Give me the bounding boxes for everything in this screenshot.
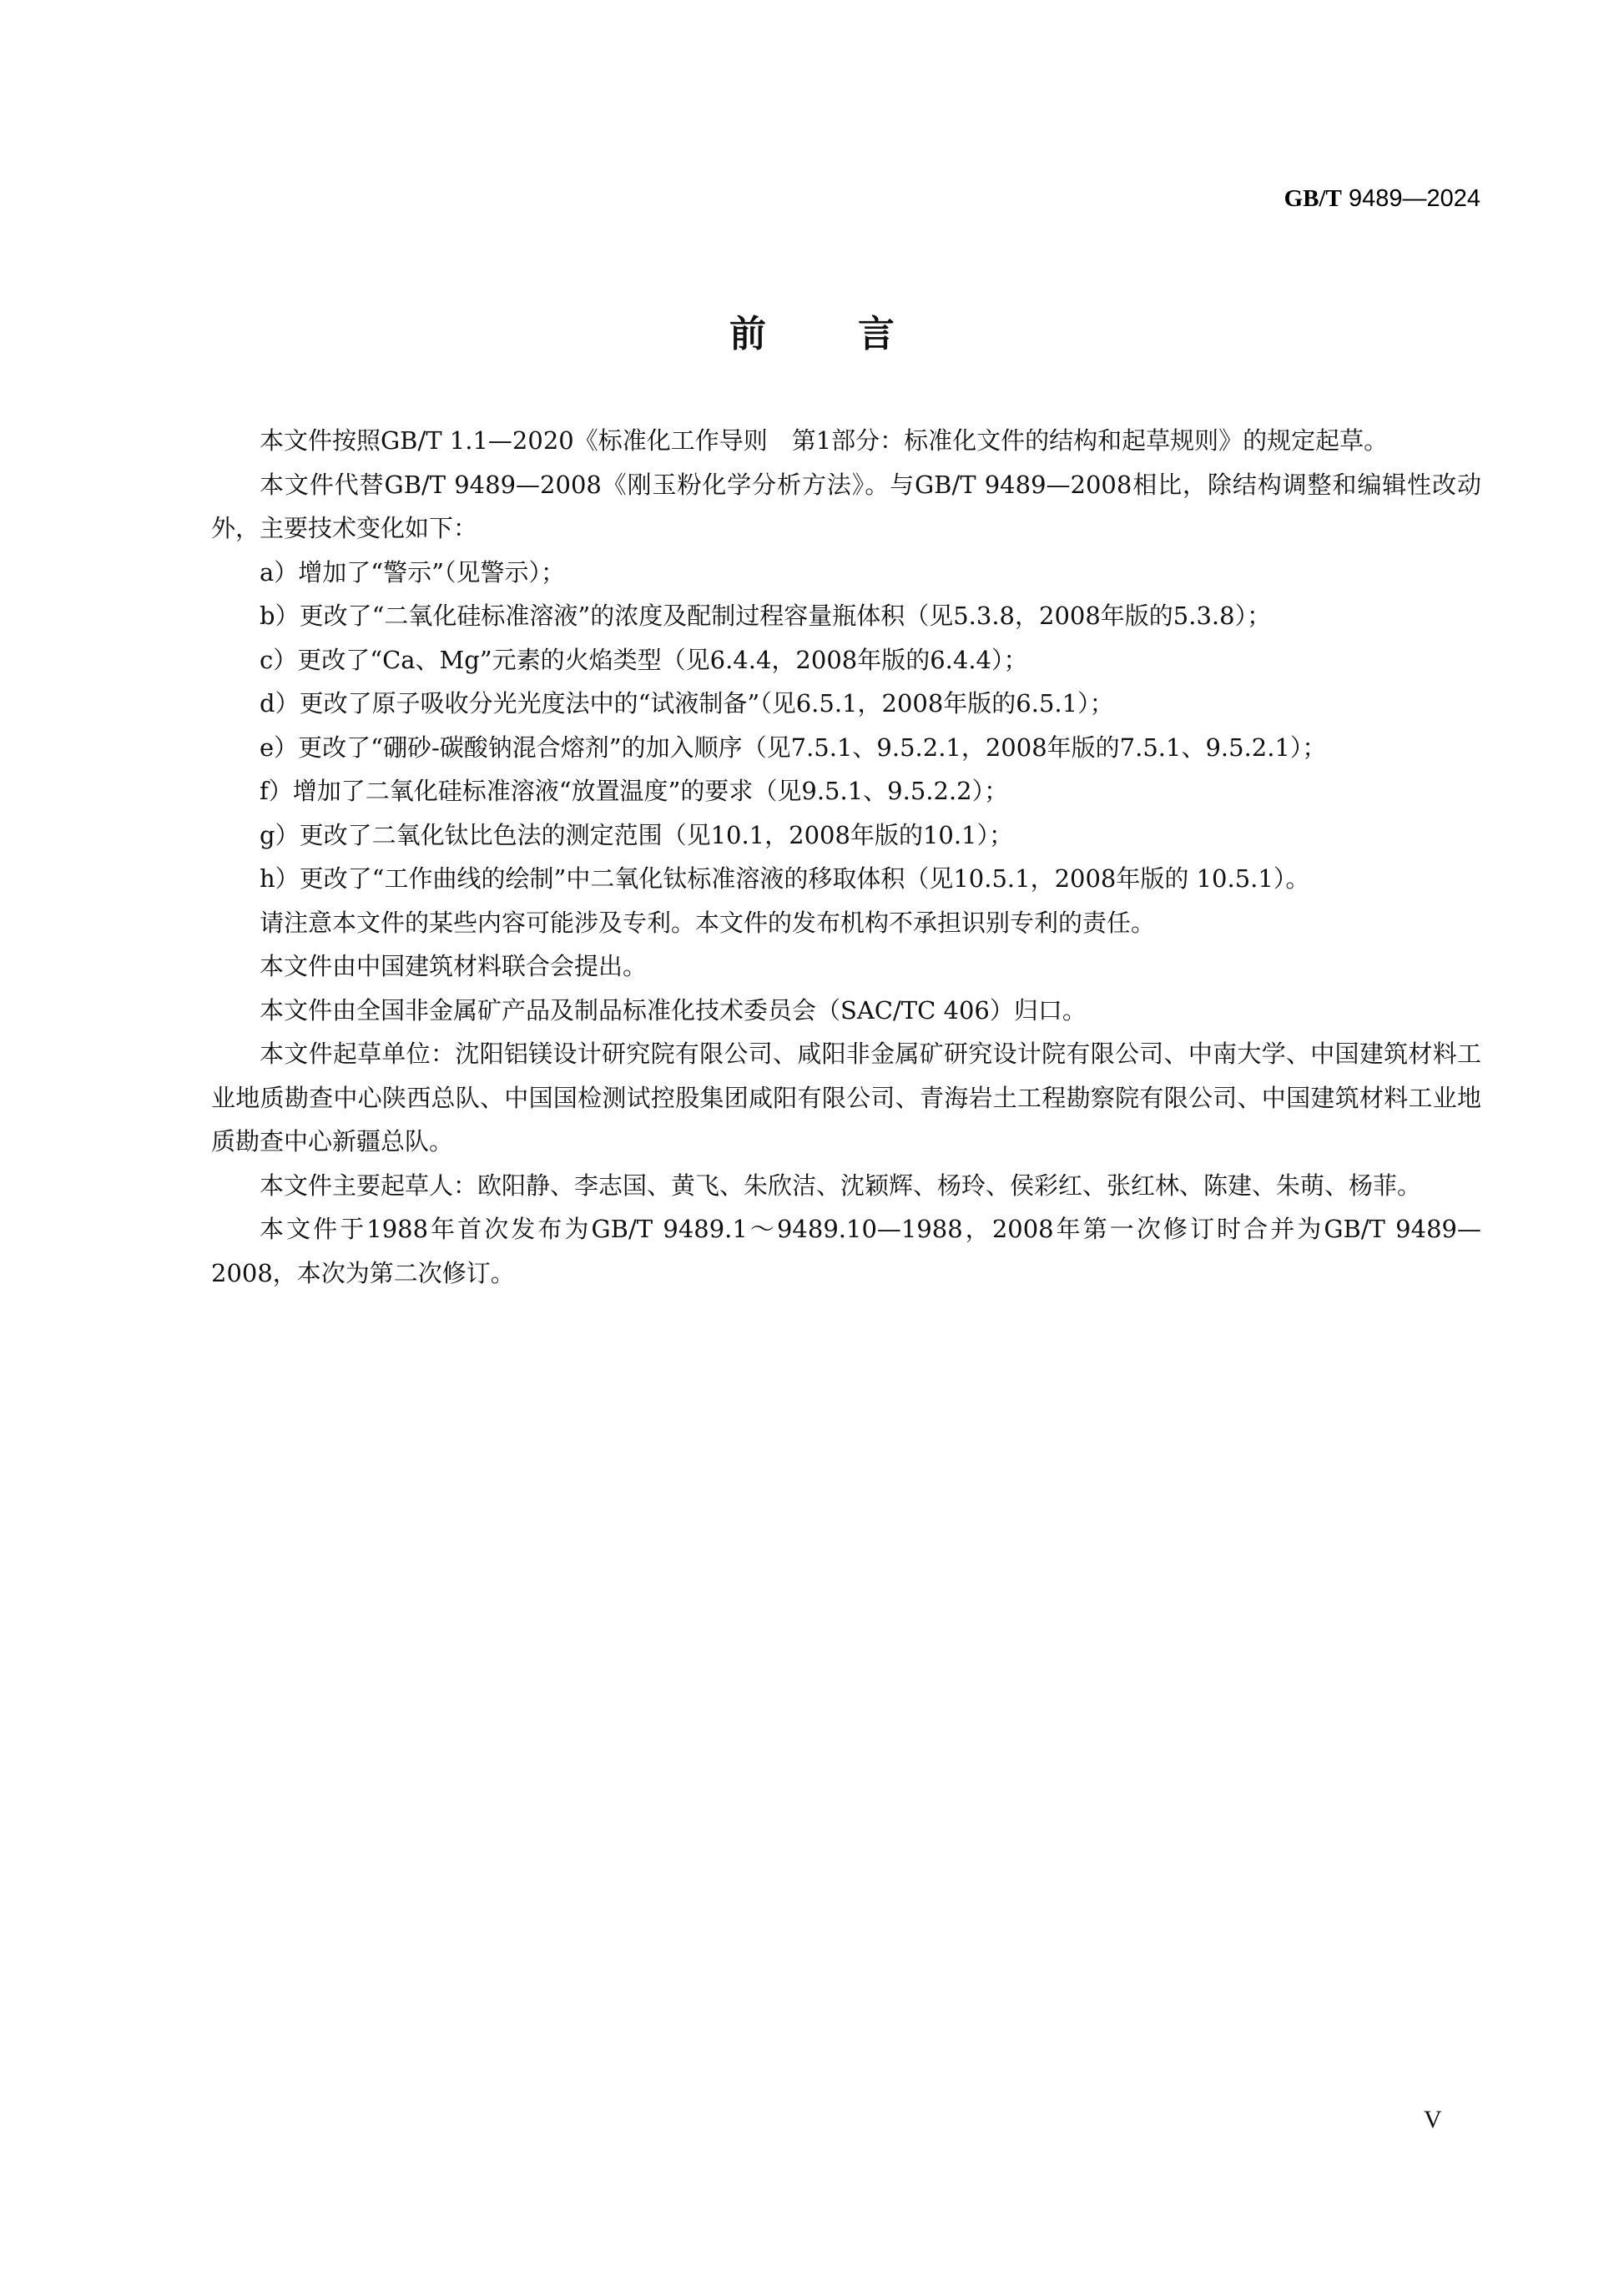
change-item-e: e）更改了“硼砂-碳酸钠混合熔剂”的加入顺序（见7.5.1、9.5.2.1，2008年版的7.5.1、9.5.2.1）； [260,733,1327,762]
change-item-c: c）更改了“Ca、Mg”元素的火焰类型（见6.4.4，2008年版的6.4.4）； [260,645,1028,674]
standard-code-header [1284,185,1480,213]
change-item-d: d）更改了原子吸收分光光度法中的“试液制备”（见6.5.1，2008年版的6.5.1）； [260,689,1114,718]
paragraph-history: 本文件于1988年首次发布为GB/T 9489.1～9489.10—1988，2008年第一次修订时合并为GB/T 9489—2008，本次为第二次修订。 [211,1215,1481,1287]
paragraph-drafters: 本文件主要起草人：欧阳静、李志国、黄飞、朱欣洁、沈颖辉、杨玲、侯彩红、张红林、陈建、朱萌、杨菲。 [260,1171,1422,1200]
standard-number: 9489—2024 [1341,185,1480,212]
page-number: V [1424,2106,1442,2133]
paragraph-patent-notice: 请注意本文件的某些内容可能涉及专利。本文件的发布机构不承担识别专利的责任。 [260,908,1156,937]
foreword-body [211,419,1481,1295]
change-item-f: f）增加了二氧化硅标准溶液“放置温度”的要求（见9.5.1、9.5.2.2）； [260,777,1009,805]
paragraph-drafting-units: 本文件起草单位：沈阳铝镁设计研究院有限公司、咸阳非金属矿研究设计院有限公司、中南大学、中国建筑材料工业地质勘查中心陕西总队、中国国检测试控股集团咸阳有限公司、青海岩土工程勘察院有限公司、中国建筑材料工业地质勘查中心新疆总队。 [211,1040,1481,1156]
change-item-g: g）更改了二氧化钛比色法的测定范围（见10.1，2008年版的10.1）； [260,820,1014,849]
page-title: 前言 [729,313,986,356]
change-item-a: a）增加了“警示”（见警示）； [260,557,565,587]
change-item-h: h）更改了“工作曲线的绘制”中二氧化钛标准溶液的移取体积（见10.5.1，2008年版的 10.5.1）。 [260,864,1310,893]
paragraph-replaces: 本文件代替GB/T 9489—2008《刚玉粉化学分析方法》。与GB/T 9489—2008相比，除结构调整和编辑性改动外，主要技术变化如下： [211,470,1481,542]
change-item-b: b）更改了“二氧化硅标准溶液”的浓度及配制过程容量瓶体积（见5.3.8，2008年版的5.3.8）； [260,602,1272,630]
standard-prefix: GB/T [1284,185,1342,212]
paragraph-drafting-rules: 本文件按照GB/T 1.1—2020《标准化工作导则 第1部分：标准化文件的结构和起草规则》的规定起草。 [260,426,1389,455]
paragraph-proposed-by: 本文件由中国建筑材料联合会提出。 [260,952,648,980]
paragraph-under-jurisdiction: 本文件由全国非金属矿产品及制品标准化技术委员会（SAC/TC 406）归口。 [260,995,1087,1025]
